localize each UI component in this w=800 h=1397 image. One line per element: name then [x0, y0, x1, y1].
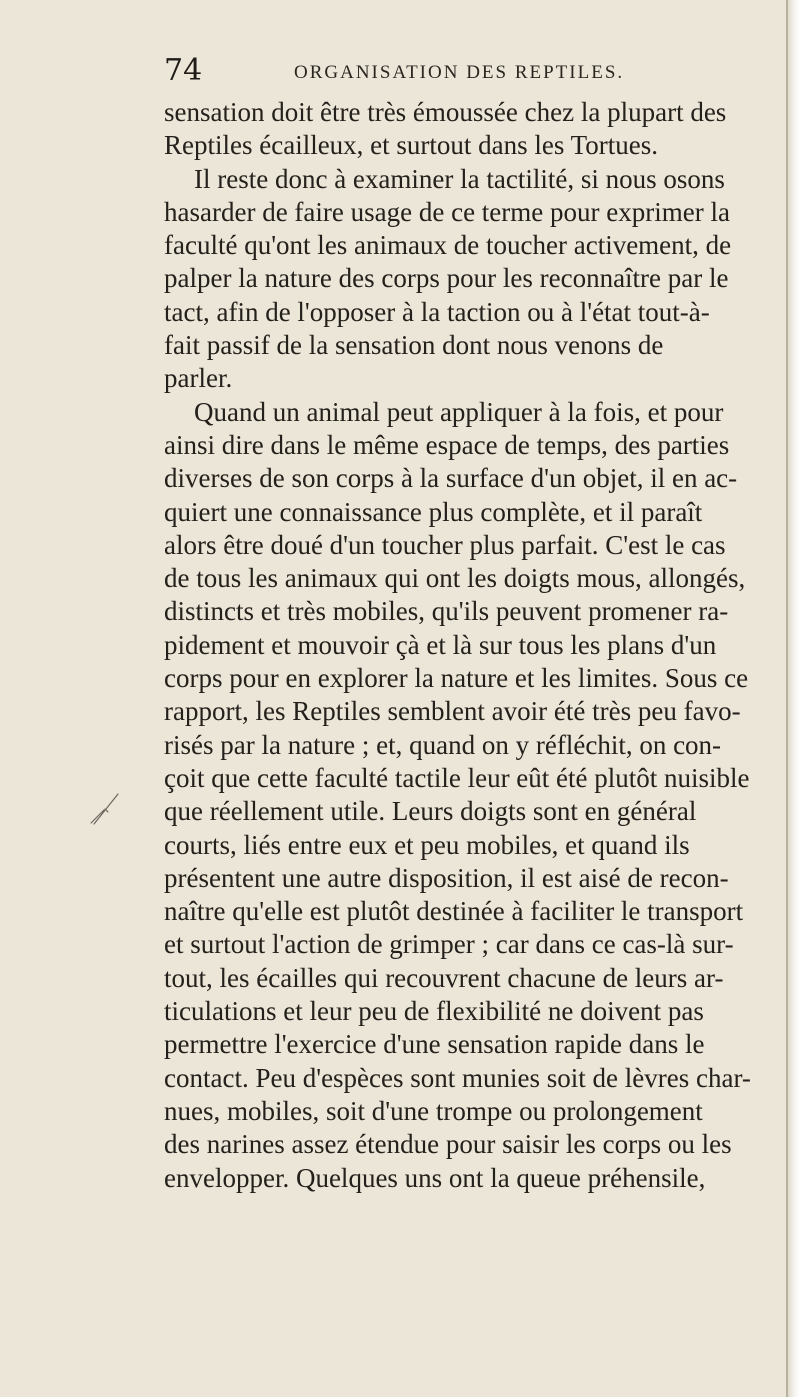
text-line: palper la nature des corps pour les reconnaître par le [164, 263, 729, 294]
text-line: de tous les animaux qui ont les doigts mous, allongés, [164, 563, 746, 594]
text-line: envelopper. Quelques uns ont la queue préhensile, [164, 1162, 706, 1193]
text-line: hasarder de faire usage de ce terme pour exprimer la [164, 196, 730, 227]
text-line: tact, afin de l'opposer à la taction ou à l'état tout-à- [164, 296, 710, 327]
text-line: ainsi dire dans le même espace de temps, des parties [164, 429, 730, 460]
text-line: fait passif de la sensation dont nous venons de [164, 330, 664, 361]
body-text [164, 96, 768, 1195]
text-line: des narines assez étendue pour saisir les corps ou les [164, 1129, 732, 1160]
text-line: Quand un animal peut appliquer à la fois, et pour [194, 396, 724, 427]
text-line: tout, les écailles qui recouvrent chacune de leurs ar- [164, 962, 724, 993]
text-line: parler. [164, 363, 233, 394]
text-line: çoit que cette faculté tactile leur eût été plutôt nuisible [164, 762, 750, 793]
text-line: alors être doué d'un toucher plus parfait. C'est le cas [164, 529, 726, 560]
text-line: Reptiles écailleux, et surtout dans les Tortues. [164, 130, 659, 161]
text-line: faculté qu'ont les animaux de toucher activement, de [164, 230, 732, 261]
text-line: Il reste donc à examiner la tactilité, si nous osons [194, 163, 725, 194]
text-line: quiert une connaissance plus complète, et il paraît [164, 496, 703, 527]
page-header [164, 54, 744, 90]
text-line: risés par la nature ; et, quand on y réfléchit, on con- [164, 729, 722, 760]
text-line: contact. Peu d'espèces sont munies soit de lèvres char- [164, 1062, 751, 1093]
text-line: sensation doit être très émoussée chez la plupart des [164, 97, 727, 127]
pencil-mark-icon [88, 790, 122, 826]
page-edge [786, 0, 800, 1397]
text-line: pidement et mouvoir çà et là sur tous les plans d'un [164, 629, 717, 660]
text-line: diverses de son corps à la surface d'un objet, il en ac- [164, 463, 738, 494]
text-line: permettre l'exercice d'une sensation rapide dans le [164, 1029, 705, 1060]
page-number: 74 [164, 53, 203, 88]
running-head: ORGANISATION DES REPTILES. [294, 62, 625, 83]
text-line: et surtout l'action de grimper ; car dans ce cas-là sur- [164, 929, 734, 960]
text-line: nues, mobiles, soit d'une trompe ou prolongement [164, 1095, 703, 1126]
text-line: corps pour en explorer la nature et les limites. Sous ce [164, 663, 749, 694]
text-line: ticulations et leur peu de flexibilité ne doivent pas [164, 996, 704, 1027]
text-line: présentent une autre disposition, il est aisé de recon- [164, 862, 729, 893]
text-line: que réellement utile. Leurs doigts sont en général [164, 796, 697, 827]
text-line: distincts et très mobiles, qu'ils peuvent promener ra- [164, 596, 729, 627]
text-line: naître qu'elle est plutôt destinée à faciliter le transport [164, 896, 744, 927]
text-line: courts, liés entre eux et peu mobiles, et quand ils [164, 829, 690, 860]
text-line: rapport, les Reptiles semblent avoir été très peu favo- [164, 696, 741, 727]
